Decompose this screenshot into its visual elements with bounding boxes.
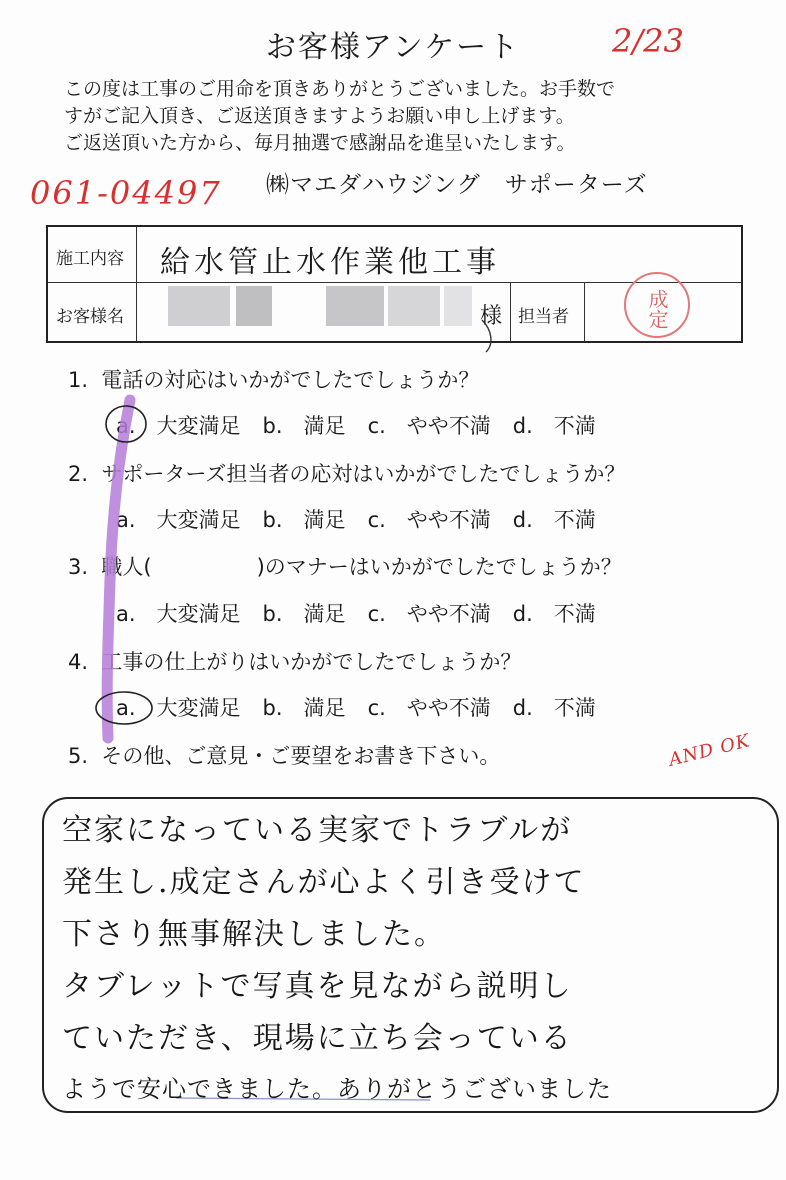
option-b[interactable]: b. 満足 [262,414,346,438]
question-text: 電話の対応はいかがでしたでしょうか？ [101,368,480,392]
comment-line-5: ていただき、現場に立ち会っている [62,1021,573,1056]
staff-stamp: 成定 [624,272,690,338]
option-a[interactable]: a. 大変満足 [116,696,241,720]
purple-marker-stroke [107,400,130,738]
date-note: 2/23 [612,22,684,60]
option-a[interactable]: a. 大変満足 [116,602,241,626]
option-c[interactable]: c. やや不満 [367,696,491,720]
customer-code: 061-04497 [30,174,222,212]
page-title: お客様アンケート [265,30,521,65]
comment-line-1: 空家になっている実家でトラブルが [62,813,573,848]
option-b[interactable]: b. 満足 [262,696,346,720]
option-c[interactable]: c. やや不満 [367,508,491,532]
question-number: 2. [68,462,89,486]
customer-suffix: 様 [480,304,503,329]
question-text: その他、ご意見・ご要望をお書き下さい。 [101,744,501,768]
mark-note: AND OK [666,730,753,771]
comment-line-3: 下さり無事解決しました。 [62,917,446,952]
option-b[interactable]: b. 満足 [262,508,346,532]
intro-line-2: すがご記入頂き、ご返送頂きますようお願い申し上げます。 [64,105,575,127]
intro-line-1: この度は工事のご用命を頂きありがとうございました。お手数で [64,78,616,100]
comment-line-2: 発生し.成定さんが心よく引き受けて [62,865,586,900]
option-a[interactable]: a. 大変満足 [116,414,241,438]
question-number: 3. [68,555,89,579]
option-a[interactable]: a. 大変満足 [116,508,241,532]
pen-scribble [482,320,491,352]
question-number: 1. [68,368,89,392]
option-d[interactable]: d. 不満 [512,508,596,532]
option-d[interactable]: d. 不満 [512,696,596,720]
work-content-value: 給水管止水作業他工事 [160,245,500,280]
question-text: 工事の仕上がりはいかがでしたでしょうか？ [101,650,522,674]
question-number: 5. [68,744,89,768]
comment-line-6: ようで安心できました。ありがとうございました [62,1075,612,1103]
question-text: サポーターズ担当者の応対はいかがでしたでしょうか？ [101,462,626,486]
option-b[interactable]: b. 満足 [262,602,346,626]
option-c[interactable]: c. やや不満 [367,602,491,626]
question-text: 職人( )のマナーはいかがでしたでしょうか？ [101,555,622,579]
option-d[interactable]: d. 不満 [512,414,596,438]
customer-name-label: お客様名 [56,307,124,327]
comment-line-4: タブレットで写真を見ながら説明し [62,969,573,1004]
company-name: ㈱マエダハウジング サポーターズ [266,172,648,198]
option-d[interactable]: d. 不満 [512,602,596,626]
intro-line-3: ご返送頂いた方から、毎月抽選で感謝品を進呈いたします。 [64,132,576,154]
option-c[interactable]: c. やや不満 [367,414,491,438]
staff-label: 担当者 [518,307,569,327]
question-number: 4. [68,650,89,674]
work-content-label: 施工内容 [56,249,124,269]
